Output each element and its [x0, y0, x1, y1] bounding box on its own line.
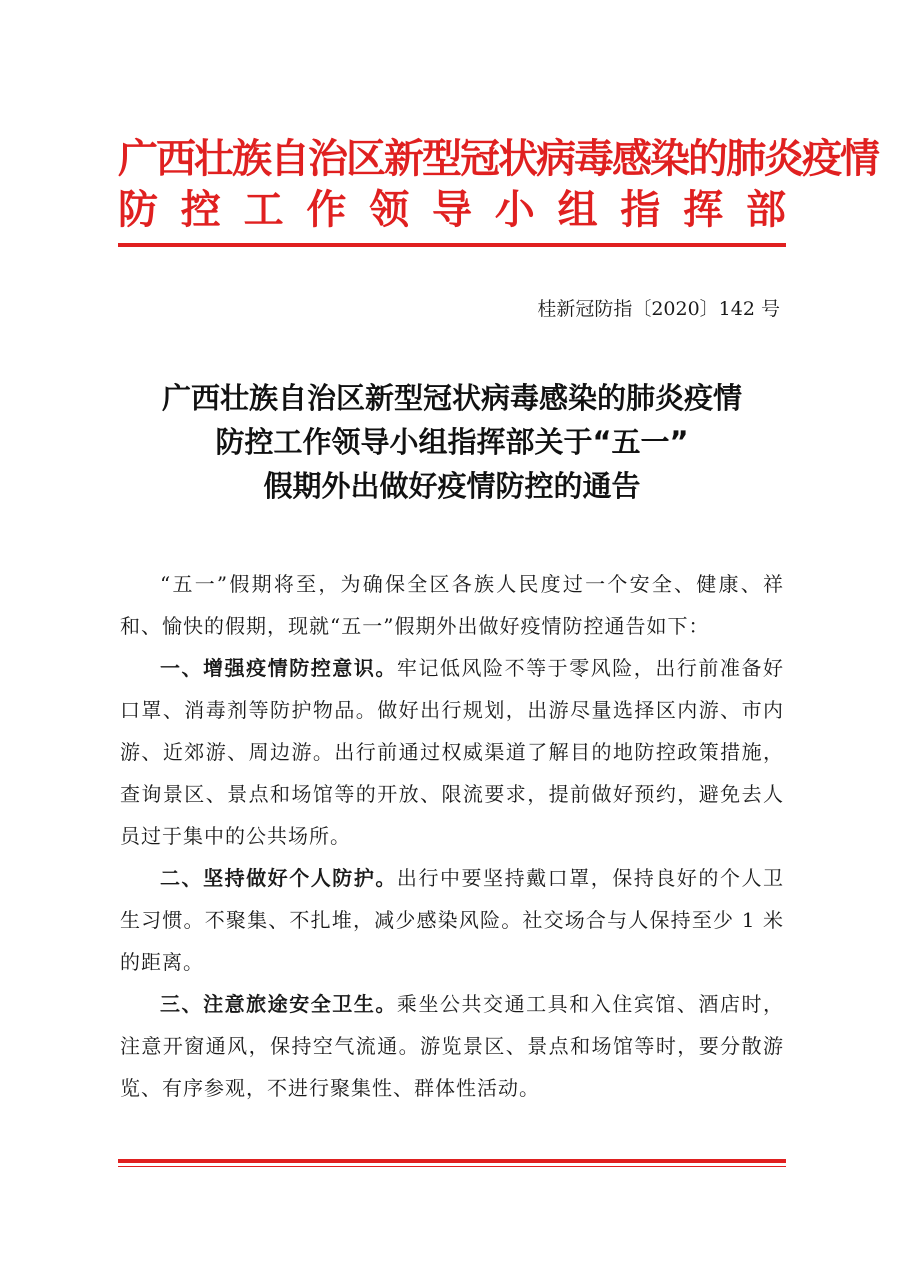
item-text-2: 出行中要坚持戴口罩，保持良好的个人卫生习惯。不聚集、不扎堆，减少感染风险。社交场合与人保持至少 1 米的距离。	[120, 866, 785, 974]
title-line3: 假期外出做好疫情防控的通告	[263, 469, 641, 503]
document-title	[118, 376, 786, 508]
document-number: 桂新冠防指〔2020〕142 号	[537, 298, 780, 320]
footer-divider-thick	[118, 1159, 786, 1163]
document-body	[120, 563, 784, 1109]
item-paragraph-2	[120, 857, 784, 983]
title-line1: 广西壮族自治区新型冠状病毒感染的肺炎疫情	[161, 381, 742, 415]
item-heading-3: 三、注意旅途安全卫生。	[160, 992, 397, 1016]
intro-paragraph: “五一”假期将至，为确保全区各族人民度过一个安全、健康、祥和、愉快的假期，现就“五一”假期外出做好疫情防控通告如下：	[120, 572, 784, 638]
item-text-3: 乘坐公共交通工具和入住宾馆、酒店时，注意开窗通风，保持空气流通。游览景区、景点和场馆等时，要分散游览、有序参观，不进行聚集性、群体性活动。	[120, 992, 785, 1100]
item-paragraph-3	[120, 983, 784, 1109]
title-line2: 防控工作领导小组指挥部关于“五一”	[215, 425, 689, 459]
item-heading-1: 一、增强疫情防控意识。	[160, 656, 397, 680]
footer-divider-thin	[118, 1166, 786, 1167]
item-text-1: 牢记低风险不等于零风险，出行前准备好口罩、消毒剂等防护物品。做好出行规划，出游尽量选择区内游、市内游、近郊游、周边游。出行前通过权威渠道了解目的地防控政策措施，查询景区、景点和场馆等的开放、限流要求，提前做好预约，避免去人员过于集中的公共场所。	[120, 656, 785, 848]
header-divider	[118, 243, 786, 247]
issuer-header-line2: 防 控 工 作 领 导 小 组 指 挥 部	[118, 187, 786, 233]
item-paragraph-1	[120, 647, 784, 857]
item-heading-2: 二、坚持做好个人防护。	[160, 866, 397, 890]
issuer-header-line1: 广西壮族自治区新型冠状病毒感染的肺炎疫情	[118, 136, 878, 182]
